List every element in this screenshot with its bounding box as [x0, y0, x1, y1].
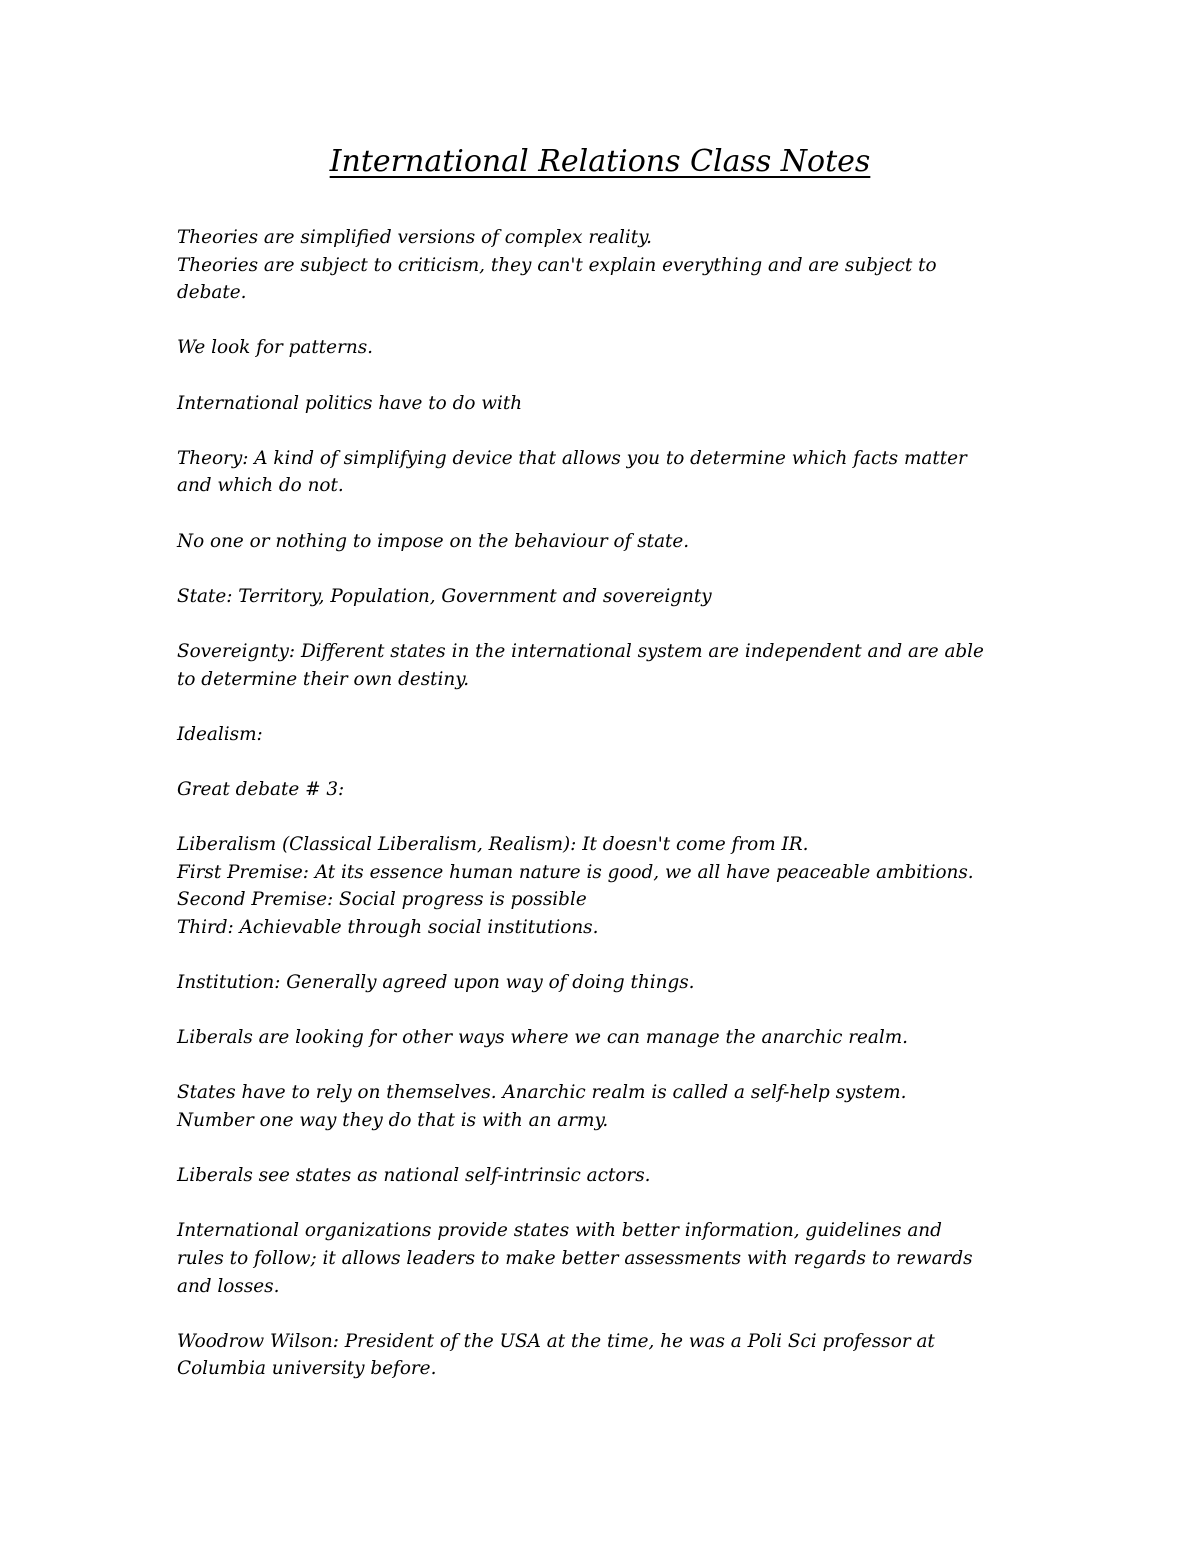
paragraph-line: Theory: A kind of simplifying device that allows you to determine which facts matter — [177, 447, 967, 469]
document-title-text: International Relations Class Notes — [329, 144, 871, 179]
paragraph — [177, 638, 1027, 693]
paragraph-line: Theories are subject to criticism, they can't explain everything and are subject to — [177, 254, 937, 276]
paragraph-line: Great debate # 3: — [177, 778, 345, 800]
paragraph — [177, 1079, 1027, 1134]
paragraph-line: Sovereignty: Different states in the international system are independent and are able — [177, 640, 984, 662]
paragraph — [177, 831, 1027, 941]
paragraph-line: We look for patterns. — [177, 337, 373, 359]
paragraph-line: Institution: Generally agreed upon way of doing things. — [177, 972, 695, 994]
paragraph-line: and losses. — [177, 1275, 280, 1297]
paragraph — [177, 1024, 1027, 1052]
paragraph — [177, 224, 1027, 307]
paragraph-line: and which do not. — [177, 475, 344, 497]
document-body — [177, 224, 1027, 1411]
paragraph-line: rules to follow; it allows leaders to make better assessments with regards to rewards — [177, 1247, 973, 1269]
paragraph-line: Columbia university before. — [177, 1358, 437, 1380]
paragraph-line: debate. — [177, 282, 247, 304]
paragraph — [177, 334, 1027, 362]
paragraph — [177, 969, 1027, 997]
paragraph — [177, 528, 1027, 556]
paragraph-line: Liberals are looking for other ways where we can manage the anarchic realm. — [177, 1027, 909, 1049]
paragraph — [177, 1162, 1027, 1190]
paragraph — [177, 721, 1027, 749]
paragraph-line: Third: Achievable through social institutions. — [177, 916, 599, 938]
paragraph — [177, 445, 1027, 500]
paragraph-line: First Premise: At its essence human nature is good, we all have peaceable ambitions. — [177, 861, 974, 883]
paragraph-line: States have to rely on themselves. Anarchic realm is called a self-help system. — [177, 1082, 907, 1104]
paragraph — [177, 583, 1027, 611]
paragraph-line: No one or nothing to impose on the behaviour of state. — [177, 530, 690, 552]
paragraph-line: Idealism: — [177, 723, 263, 745]
paragraph — [177, 776, 1027, 804]
paragraph-line: to determine their own destiny. — [177, 668, 470, 690]
paragraph-line: Number one way they do that is with an army. — [177, 1110, 609, 1131]
paragraph — [177, 1217, 1027, 1300]
paragraph-line: State: Territory, Population, Government and sovereignty — [177, 585, 712, 607]
document-title — [0, 140, 1200, 184]
paragraph-line: Liberals see states as national self-intrinsic actors. — [177, 1165, 651, 1187]
paragraph-line: International organizations provide states with better information, guidelines and — [177, 1220, 942, 1242]
paragraph — [177, 390, 1027, 418]
paragraph-line: Liberalism (Classical Liberalism, Realism): It doesn't come from IR. — [177, 834, 809, 856]
paragraph-line: Woodrow Wilson: President of the USA at the time, he was a Poli Sci professor at — [177, 1330, 935, 1352]
paragraph-line: International politics have to do with — [177, 392, 523, 414]
paragraph — [177, 1328, 1027, 1383]
paragraph-line: Theories are simplified versions of complex reality. — [177, 227, 652, 248]
paragraph-line: Second Premise: Social progress is possible — [177, 889, 587, 911]
